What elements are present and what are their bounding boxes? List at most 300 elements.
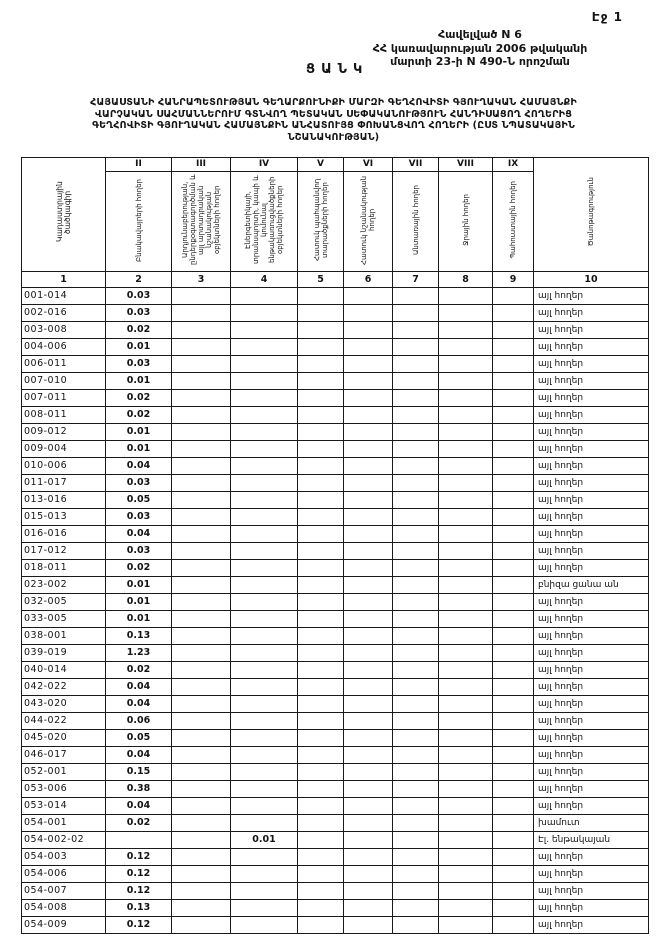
protected-value-cell [298, 594, 344, 611]
special-value-cell [344, 424, 393, 441]
roman-numeral-row [22, 158, 649, 172]
column-header-forest-lands: Անտառային հողեր [393, 172, 439, 272]
forest-value-cell [393, 713, 439, 730]
industrial-value-cell [172, 594, 231, 611]
special-value-cell [344, 577, 393, 594]
infrastructure-value-cell [231, 526, 298, 543]
industrial-value-cell [172, 679, 231, 696]
water-value-cell [439, 798, 493, 815]
water-value-cell [439, 849, 493, 866]
reserve-value-cell [493, 696, 534, 713]
forest-value-cell [393, 560, 439, 577]
special-value-cell [344, 305, 393, 322]
forest-value-cell [393, 407, 439, 424]
cadastral-code-cell: 054-003 [22, 849, 106, 866]
title-line-2: ՎԱՐՉԱԿԱՆ ՍԱՀՄԱՆՆԵՐՈՒՄ ԳՏՆՎՈՂ ՊԵՏԱԿԱՆ ՍԵՓԱԿԱՆՈՒԹՅՈՒՆ ՀԱՆԴԻՍԱՑՈՂ ՀՈՂԵՐԻՑ [94, 108, 573, 120]
protected-value-cell [298, 526, 344, 543]
industrial-value-cell [172, 424, 231, 441]
protected-value-cell [298, 339, 344, 356]
land-categories-table [21, 157, 649, 934]
reserve-value-cell [493, 815, 534, 832]
cadastral-code-cell: 054-006 [22, 866, 106, 883]
industrial-value-cell [172, 917, 231, 934]
cadastral-code-cell: 007-011 [22, 390, 106, 407]
special-value-cell [344, 509, 393, 526]
special-value-cell [344, 662, 393, 679]
reserve-value-cell [493, 866, 534, 883]
protected-value-cell [298, 543, 344, 560]
cadastral-code-cell: 054-009 [22, 917, 106, 934]
settlement-value-cell: 0.05 [106, 730, 172, 747]
water-value-cell [439, 560, 493, 577]
cadastral-code-cell: 023-002 [22, 577, 106, 594]
remark-cell: այլ հողեր [534, 866, 649, 883]
cadastral-code-cell: 053-006 [22, 781, 106, 798]
forest-value-cell [393, 594, 439, 611]
protected-value-cell [298, 322, 344, 339]
water-value-cell [439, 543, 493, 560]
industrial-value-cell [172, 577, 231, 594]
reserve-value-cell [493, 883, 534, 900]
cadastral-code-cell: 032-005 [22, 594, 106, 611]
roman-numeral-VII: VII [393, 158, 439, 172]
industrial-value-cell [172, 883, 231, 900]
remark-cell: այլ հողեր [534, 322, 649, 339]
special-value-cell [344, 696, 393, 713]
remark-cell: այլ հողեր [534, 900, 649, 917]
industrial-value-cell [172, 458, 231, 475]
forest-value-cell [393, 577, 439, 594]
forest-value-cell [393, 696, 439, 713]
list-heading: ՑԱՆԿ [306, 62, 369, 77]
water-value-cell [439, 288, 493, 305]
reserve-value-cell [493, 339, 534, 356]
settlement-value-cell: 0.13 [106, 628, 172, 645]
infrastructure-value-cell [231, 611, 298, 628]
settlement-value-cell: 0.01 [106, 577, 172, 594]
special-value-cell [344, 441, 393, 458]
column-number: 8 [439, 272, 493, 288]
reserve-value-cell [493, 611, 534, 628]
cadastral-code-cell: 044-022 [22, 713, 106, 730]
forest-value-cell [393, 356, 439, 373]
protected-value-cell [298, 458, 344, 475]
column-number: 6 [344, 272, 393, 288]
water-value-cell [439, 696, 493, 713]
settlement-value-cell: 0.04 [106, 747, 172, 764]
industrial-value-cell [172, 764, 231, 781]
special-value-cell [344, 815, 393, 832]
table-row [22, 730, 649, 747]
table-row [22, 866, 649, 883]
water-value-cell [439, 747, 493, 764]
column-header-reserve-lands: Պահուստային հողեր [493, 172, 534, 272]
forest-value-cell [393, 509, 439, 526]
remark-cell: այլ հողեր [534, 764, 649, 781]
water-value-cell [439, 424, 493, 441]
infrastructure-value-cell [231, 628, 298, 645]
remark-cell: այլ հողեր [534, 594, 649, 611]
reserve-value-cell [493, 543, 534, 560]
cadastral-code-cell: 018-011 [22, 560, 106, 577]
forest-value-cell [393, 832, 439, 849]
forest-value-cell [393, 373, 439, 390]
forest-value-cell [393, 917, 439, 934]
column-header-protected-lands: Հատուկ պահպանվող տարածքների հողեր [298, 172, 344, 272]
cadastral-code-cell: 004-006 [22, 339, 106, 356]
industrial-value-cell [172, 305, 231, 322]
reserve-value-cell [493, 662, 534, 679]
settlement-value-cell: 0.13 [106, 900, 172, 917]
roman-numeral-V: V [298, 158, 344, 172]
reserve-value-cell [493, 390, 534, 407]
water-value-cell [439, 458, 493, 475]
protected-value-cell [298, 815, 344, 832]
protected-value-cell [298, 373, 344, 390]
special-value-cell [344, 900, 393, 917]
industrial-value-cell [172, 730, 231, 747]
roman-numeral-VIII: VIII [439, 158, 493, 172]
reserve-value-cell [493, 560, 534, 577]
forest-value-cell [393, 883, 439, 900]
special-value-cell [344, 594, 393, 611]
protected-value-cell [298, 764, 344, 781]
settlement-value-cell: 0.15 [106, 764, 172, 781]
reserve-value-cell [493, 798, 534, 815]
settlement-value-cell: 0.01 [106, 424, 172, 441]
infrastructure-value-cell [231, 645, 298, 662]
remark-cell: այլ հողեր [534, 441, 649, 458]
industrial-value-cell [172, 815, 231, 832]
special-value-cell [344, 713, 393, 730]
special-value-cell [344, 339, 393, 356]
industrial-value-cell [172, 526, 231, 543]
cadastral-code-cell: 039-019 [22, 645, 106, 662]
settlement-value-cell: 0.02 [106, 390, 172, 407]
infrastructure-value-cell: 0.01 [231, 832, 298, 849]
settlement-value-cell: 0.02 [106, 815, 172, 832]
protected-value-cell [298, 730, 344, 747]
table-row [22, 424, 649, 441]
water-value-cell [439, 526, 493, 543]
remark-cell: այլ հողեր [534, 373, 649, 390]
water-value-cell [439, 900, 493, 917]
cadastral-code-cell: 007-010 [22, 373, 106, 390]
infrastructure-value-cell [231, 475, 298, 492]
forest-value-cell [393, 781, 439, 798]
reserve-value-cell [493, 441, 534, 458]
cadastral-code-cell: 009-004 [22, 441, 106, 458]
cadastral-code-cell: 010-006 [22, 458, 106, 475]
column-header-special-lands: Հատուկ նշանակության հողեր [344, 172, 393, 272]
reserve-value-cell [493, 832, 534, 849]
settlement-value-cell: 0.05 [106, 492, 172, 509]
cadastral-code-cell: 046-017 [22, 747, 106, 764]
cadastral-code-cell: 038-001 [22, 628, 106, 645]
reserve-value-cell [493, 305, 534, 322]
settlement-value-cell: 0.12 [106, 849, 172, 866]
remark-cell: խամուտ [534, 815, 649, 832]
forest-value-cell [393, 322, 439, 339]
reserve-value-cell [493, 764, 534, 781]
reserve-value-cell [493, 407, 534, 424]
title-line-1: ՀԱՅԱՍՏԱՆԻ ՀԱՆՐԱՊԵՏՈՒԹՅԱՆ ԳԵՂԱՐՔՈՒՆԻՔԻ ՄԱՐԶԻ ԳԵՂՀՈՎԻՏԻ ԳՅՈՒՂԱԿԱՆ ՀԱՄԱՅՆՔԻ [90, 97, 577, 108]
settlement-value-cell: 0.03 [106, 305, 172, 322]
forest-value-cell [393, 543, 439, 560]
water-value-cell [439, 322, 493, 339]
roman-numeral-IV: IV [231, 158, 298, 172]
forest-value-cell [393, 679, 439, 696]
reserve-value-cell [493, 645, 534, 662]
settlement-value-cell: 0.03 [106, 543, 172, 560]
remark-cell: այլ հողեր [534, 339, 649, 356]
reserve-value-cell [493, 458, 534, 475]
water-value-cell [439, 611, 493, 628]
settlement-value-cell: 0.01 [106, 441, 172, 458]
special-value-cell [344, 526, 393, 543]
forest-value-cell [393, 288, 439, 305]
cadastral-code-cell: 003-008 [22, 322, 106, 339]
cadastral-code-cell: 015-013 [22, 509, 106, 526]
protected-value-cell [298, 390, 344, 407]
forest-value-cell [393, 815, 439, 832]
industrial-value-cell [172, 747, 231, 764]
infrastructure-value-cell [231, 849, 298, 866]
special-value-cell [344, 849, 393, 866]
settlement-value-cell [106, 832, 172, 849]
remark-cell: այլ հողեր [534, 458, 649, 475]
table-row [22, 577, 649, 594]
special-value-cell [344, 798, 393, 815]
cadastral-code-cell: 054-008 [22, 900, 106, 917]
special-value-cell [344, 458, 393, 475]
column-number: 7 [393, 272, 439, 288]
cadastral-code-cell: 002-016 [22, 305, 106, 322]
water-value-cell [439, 764, 493, 781]
infrastructure-value-cell [231, 866, 298, 883]
table-row [22, 288, 649, 305]
remark-cell: այլ հողեր [534, 883, 649, 900]
settlement-value-cell: 0.02 [106, 560, 172, 577]
reserve-value-cell [493, 322, 534, 339]
column-header-cadastral-code: Կադաստրային ծածկագիր [22, 158, 106, 272]
reserve-value-cell [493, 356, 534, 373]
infrastructure-value-cell [231, 373, 298, 390]
forest-value-cell [393, 492, 439, 509]
protected-value-cell [298, 492, 344, 509]
remark-cell: այլ հողեր [534, 917, 649, 934]
table-row [22, 322, 649, 339]
reserve-value-cell [493, 492, 534, 509]
remark-cell: այլ հողեր [534, 781, 649, 798]
forest-value-cell [393, 764, 439, 781]
column-number-row [22, 272, 649, 288]
column-number: 9 [493, 272, 534, 288]
cadastral-code-cell: 013-016 [22, 492, 106, 509]
remark-cell: Էլ. ենթակայան [534, 832, 649, 849]
protected-value-cell [298, 849, 344, 866]
cadastral-code-cell: 054-002-02 [22, 832, 106, 849]
special-value-cell [344, 356, 393, 373]
industrial-value-cell [172, 866, 231, 883]
water-value-cell [439, 628, 493, 645]
settlement-value-cell: 0.04 [106, 679, 172, 696]
title-line-3: ԳԵՂՀՈՎԻՏԻ ԳՅՈՒՂԱԿԱՆ ՀԱՄԱՅՆՔԻՆ ԱՆՀԱՏՈՒՅՑ ՓՈԽԱՆՑՎՈՂ ՀՈՂԵՐԻ (ԸՍՏ ՆՊԱՏԱԿԱՅԻՆ [92, 120, 575, 131]
infrastructure-value-cell [231, 543, 298, 560]
forest-value-cell [393, 305, 439, 322]
remark-cell: այլ հողեր [534, 849, 649, 866]
forest-value-cell [393, 390, 439, 407]
table-row [22, 390, 649, 407]
remark-cell: այլ հողեր [534, 407, 649, 424]
settlement-value-cell: 1.23 [106, 645, 172, 662]
table-row [22, 747, 649, 764]
protected-value-cell [298, 305, 344, 322]
cadastral-code-cell: 016-016 [22, 526, 106, 543]
forest-value-cell [393, 475, 439, 492]
infrastructure-value-cell [231, 458, 298, 475]
special-value-cell [344, 781, 393, 798]
protected-value-cell [298, 798, 344, 815]
remark-cell: այլ հողեր [534, 696, 649, 713]
protected-value-cell [298, 645, 344, 662]
settlement-value-cell: 0.38 [106, 781, 172, 798]
remark-cell: այլ հողեր [534, 611, 649, 628]
protected-value-cell [298, 866, 344, 883]
remark-cell: այլ հողեր [534, 526, 649, 543]
infrastructure-value-cell [231, 662, 298, 679]
water-value-cell [439, 594, 493, 611]
water-value-cell [439, 832, 493, 849]
industrial-value-cell [172, 560, 231, 577]
remark-cell: այլ հողեր [534, 747, 649, 764]
water-value-cell [439, 662, 493, 679]
settlement-value-cell: 0.12 [106, 883, 172, 900]
infrastructure-value-cell [231, 407, 298, 424]
reserve-value-cell [493, 849, 534, 866]
protected-value-cell [298, 900, 344, 917]
cadastral-code-cell: 017-012 [22, 543, 106, 560]
remark-cell: այլ հողեր [534, 288, 649, 305]
cadastral-code-cell: 054-007 [22, 883, 106, 900]
table-row [22, 696, 649, 713]
cadastral-code-cell: 040-014 [22, 662, 106, 679]
water-value-cell [439, 390, 493, 407]
special-value-cell [344, 492, 393, 509]
protected-value-cell [298, 356, 344, 373]
table-row [22, 373, 649, 390]
remark-cell: այլ հողեր [534, 390, 649, 407]
column-number: 4 [231, 272, 298, 288]
infrastructure-value-cell [231, 594, 298, 611]
column-header-settlement-lands: Բնակավայրերի հողեր [106, 172, 172, 272]
water-value-cell [439, 407, 493, 424]
table-row [22, 900, 649, 917]
table-row [22, 815, 649, 832]
remark-cell: այլ հողեր [534, 730, 649, 747]
forest-value-cell [393, 611, 439, 628]
roman-numeral-II: II [106, 158, 172, 172]
infrastructure-value-cell [231, 917, 298, 934]
settlement-value-cell: 0.01 [106, 373, 172, 390]
infrastructure-value-cell [231, 883, 298, 900]
remark-cell: այլ հողեր [534, 509, 649, 526]
industrial-value-cell [172, 509, 231, 526]
forest-value-cell [393, 424, 439, 441]
water-value-cell [439, 373, 493, 390]
settlement-value-cell: 0.01 [106, 594, 172, 611]
industrial-value-cell [172, 832, 231, 849]
reserve-value-cell [493, 424, 534, 441]
infrastructure-value-cell [231, 713, 298, 730]
protected-value-cell [298, 917, 344, 934]
column-header-industrial-lands: Արդյունաբերության, ընդերքօգտագործման և այլ արտադրական նշանակության օբյեկտների հողեր [172, 172, 231, 272]
column-number: 10 [534, 272, 649, 288]
protected-value-cell [298, 288, 344, 305]
infrastructure-value-cell [231, 288, 298, 305]
cadastral-code-cell: 043-020 [22, 696, 106, 713]
special-value-cell [344, 679, 393, 696]
infrastructure-value-cell [231, 781, 298, 798]
forest-value-cell [393, 798, 439, 815]
special-value-cell [344, 611, 393, 628]
protected-value-cell [298, 832, 344, 849]
settlement-value-cell: 0.01 [106, 611, 172, 628]
remark-cell: այլ հողեր [534, 492, 649, 509]
industrial-value-cell [172, 339, 231, 356]
infrastructure-value-cell [231, 730, 298, 747]
protected-value-cell [298, 713, 344, 730]
title-line-4: ՆՇԱՆԱԿՈՒԹՅԱՆ) [287, 131, 380, 143]
infrastructure-value-cell [231, 441, 298, 458]
industrial-value-cell [172, 611, 231, 628]
roman-numeral-III: III [172, 158, 231, 172]
page-number: Էջ 1 [591, 10, 623, 24]
special-value-cell [344, 883, 393, 900]
reserve-value-cell [493, 628, 534, 645]
forest-value-cell [393, 458, 439, 475]
protected-value-cell [298, 611, 344, 628]
column-header-water-lands: Ջրային հողեր [439, 172, 493, 272]
reserve-value-cell [493, 730, 534, 747]
reserve-value-cell [493, 594, 534, 611]
remark-cell: այլ հողեր [534, 560, 649, 577]
table-row [22, 305, 649, 322]
appendix-line-3: մարտի 23-ի N 490-Ն որոշման [390, 55, 570, 68]
settlement-value-cell: 0.04 [106, 458, 172, 475]
table-row [22, 628, 649, 645]
protected-value-cell [298, 441, 344, 458]
table-row [22, 832, 649, 849]
table-row [22, 713, 649, 730]
special-value-cell [344, 560, 393, 577]
table-row [22, 356, 649, 373]
cadastral-code-cell: 045-020 [22, 730, 106, 747]
roman-numeral-VI: VI [344, 158, 393, 172]
table-row [22, 798, 649, 815]
infrastructure-value-cell [231, 577, 298, 594]
industrial-value-cell [172, 407, 231, 424]
protected-value-cell [298, 781, 344, 798]
forest-value-cell [393, 662, 439, 679]
cadastral-code-cell: 053-014 [22, 798, 106, 815]
water-value-cell [439, 492, 493, 509]
settlement-value-cell: 0.06 [106, 713, 172, 730]
industrial-value-cell [172, 373, 231, 390]
industrial-value-cell [172, 543, 231, 560]
table-row [22, 458, 649, 475]
reserve-value-cell [493, 917, 534, 934]
